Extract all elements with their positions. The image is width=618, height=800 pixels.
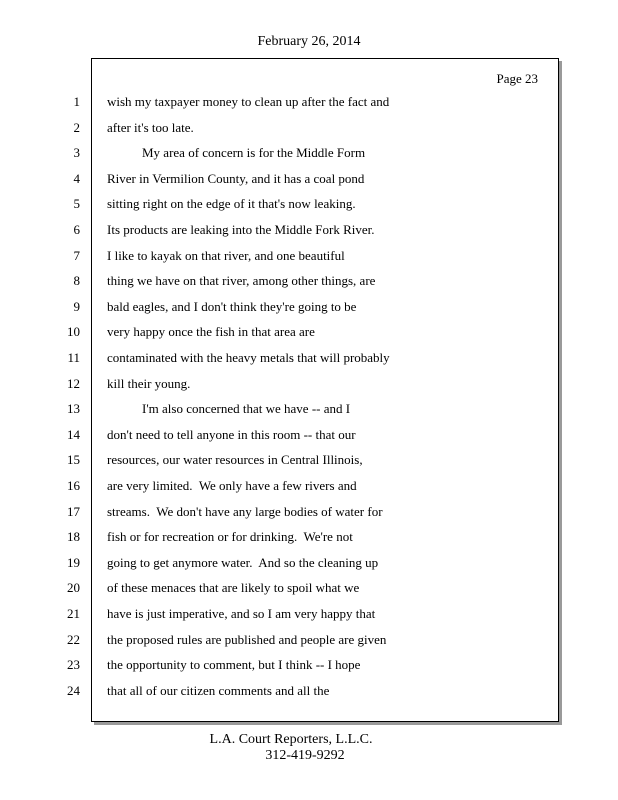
- line-number: 2: [73, 120, 80, 135]
- line-text: the opportunity to comment, but I think -- I hope: [107, 657, 361, 672]
- line-text: don't need to tell anyone in this room -- that our: [107, 427, 356, 442]
- line-text: kill their young.: [107, 376, 191, 391]
- line-text: streams. We don't have any large bodies of water for: [107, 504, 383, 519]
- line-number: 13: [67, 401, 80, 416]
- footer-company: L.A. Court Reporters, L.L.C.: [209, 732, 373, 747]
- line-text: fish or for recreation or for drinking. We're not: [107, 529, 353, 544]
- line-number: 23: [67, 657, 80, 672]
- line-text: are very limited. We only have a few rivers and: [107, 478, 357, 493]
- line-text: wish my taxpayer money to clean up after the fact and: [107, 94, 390, 109]
- line-text: resources, our water resources in Central Illinois,: [107, 452, 363, 467]
- line-text: that all of our citizen comments and all the: [107, 683, 330, 698]
- line-number: 18: [67, 529, 80, 544]
- line-text: I like to kayak on that river, and one beautiful: [107, 248, 345, 263]
- line-number: 11: [67, 350, 80, 365]
- line-number: 21: [67, 606, 80, 621]
- footer-phone: 312-419-9292: [265, 748, 345, 763]
- line-number: 7: [73, 248, 80, 263]
- transcript-date: February 26, 2014: [257, 34, 361, 49]
- line-number: 12: [67, 376, 80, 391]
- line-number: 14: [67, 427, 80, 442]
- line-text: My area of concern is for the Middle Form: [142, 145, 366, 160]
- line-number: 6: [73, 222, 80, 237]
- line-text: very happy once the fish in that area are: [107, 324, 315, 339]
- line-text: going to get anymore water. And so the cleaning up: [107, 555, 379, 570]
- line-text: have is just imperative, and so I am very happy that: [107, 606, 376, 621]
- line-number: 22: [67, 632, 80, 647]
- line-text: sitting right on the edge of it that's now leaking.: [107, 196, 356, 211]
- line-text: contaminated with the heavy metals that will probably: [107, 350, 390, 365]
- line-number: 5: [73, 196, 80, 211]
- line-number: 8: [73, 273, 80, 288]
- line-text: thing we have on that river, among other things, are: [107, 273, 376, 288]
- page-number: Page 23: [496, 71, 538, 86]
- line-number: 24: [67, 683, 80, 698]
- line-number: 1: [73, 94, 80, 109]
- line-text: River in Vermilion County, and it has a coal pond: [107, 171, 365, 186]
- line-text: Its products are leaking into the Middle Fork River.: [107, 222, 375, 237]
- line-text: of these menaces that are likely to spoil what we: [107, 580, 360, 595]
- line-number: 10: [67, 324, 80, 339]
- line-text: the proposed rules are published and people are given: [107, 632, 387, 647]
- line-text: bald eagles, and I don't think they're going to be: [107, 299, 357, 314]
- line-number: 4: [73, 171, 80, 186]
- line-number: 19: [67, 555, 80, 570]
- line-number: 20: [67, 580, 80, 595]
- line-number: 17: [67, 504, 80, 519]
- line-text: I'm also concerned that we have -- and I: [142, 401, 351, 416]
- line-number: 9: [73, 299, 80, 314]
- line-text: after it's too late.: [107, 120, 194, 135]
- line-number: 3: [73, 145, 80, 160]
- line-number: 16: [67, 478, 80, 493]
- line-number: 15: [67, 452, 80, 467]
